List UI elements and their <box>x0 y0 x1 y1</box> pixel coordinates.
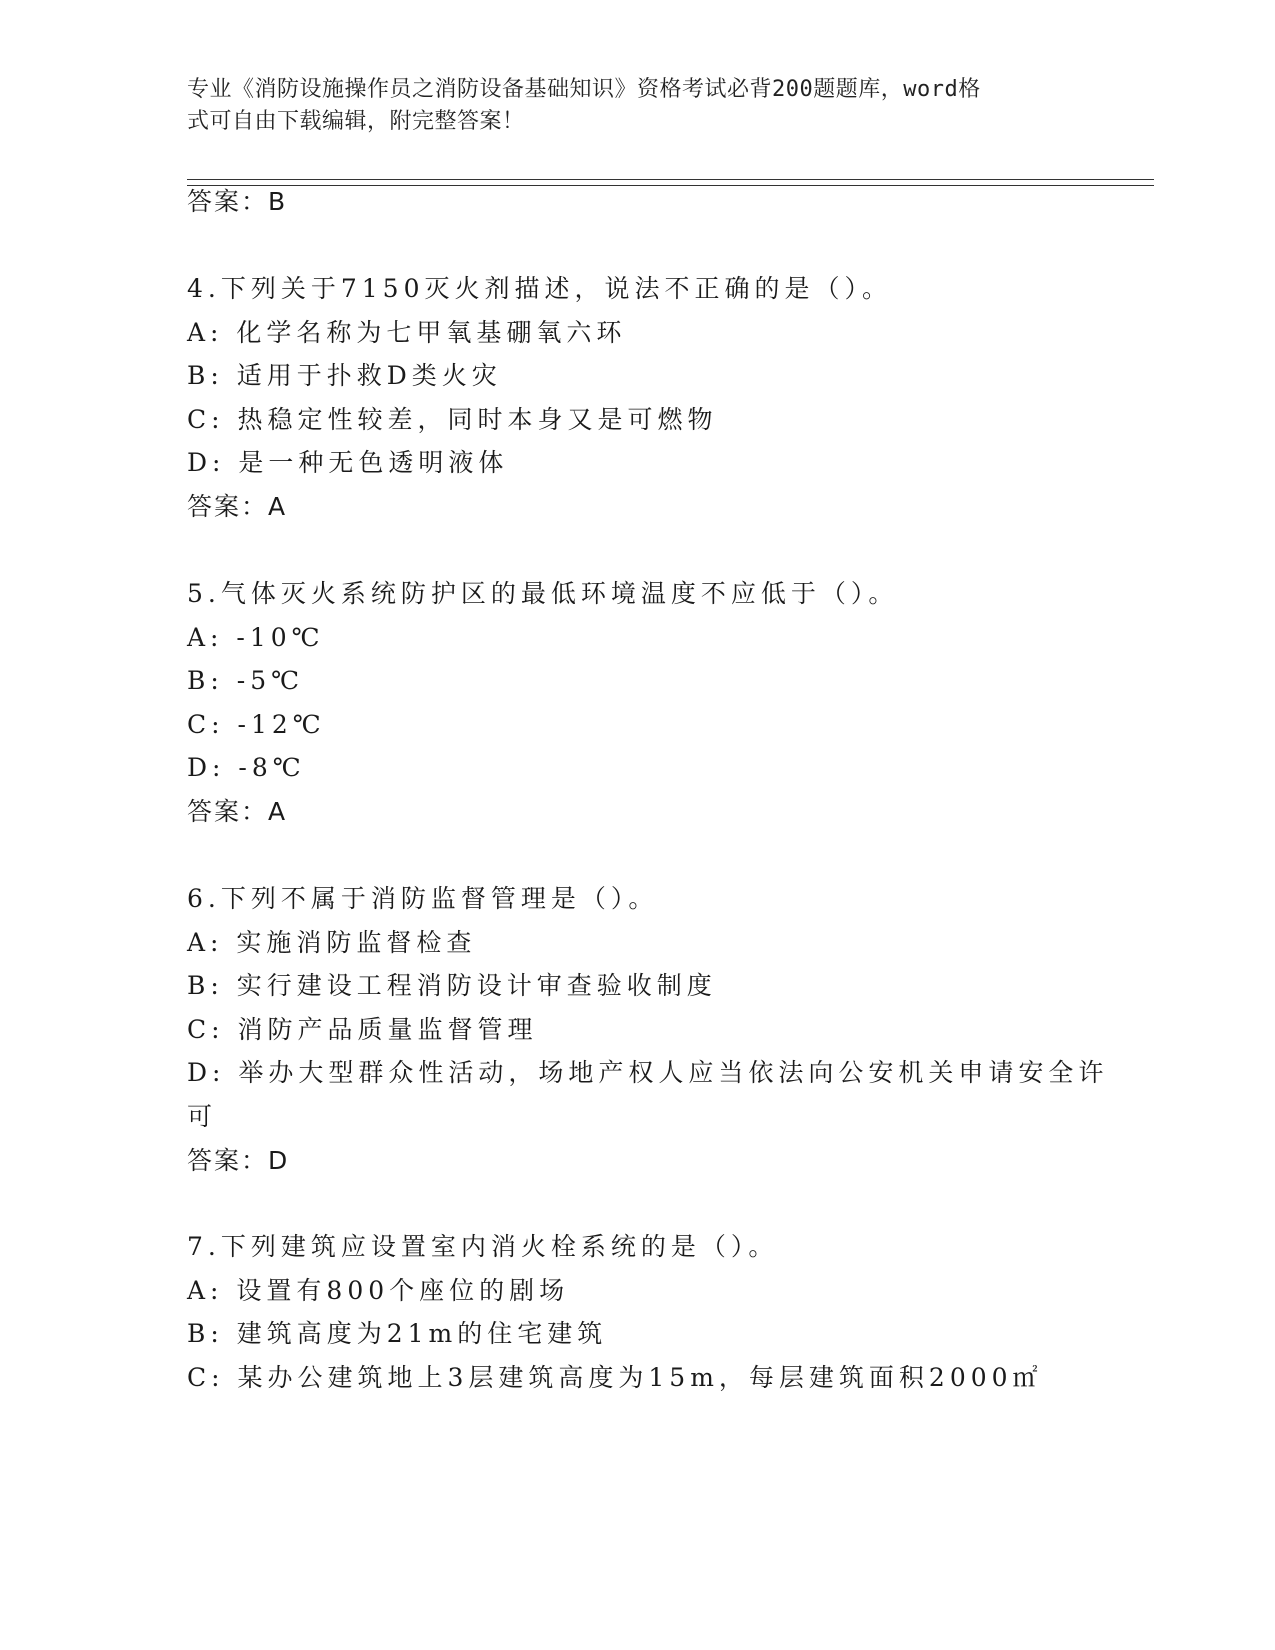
question-6: 6.下列不属于消防监督管理是（）。 <box>187 884 659 913</box>
q4-option-b: B: 适用于扑救D类火灾 <box>187 361 502 390</box>
q5-option-b: B: -5℃ <box>187 666 305 695</box>
answer-q5: 答案：A <box>187 797 288 826</box>
answer-q6: 答案：D <box>187 1146 290 1175</box>
question-4: 4.下列关于7150灭火剂描述，说法不正确的是（）。 <box>187 274 892 303</box>
document-header <box>187 74 1067 138</box>
answer-q3: 答案：B <box>187 187 288 216</box>
question-5: 5.气体灭火系统防护区的最低环境温度不应低于（）。 <box>187 579 899 608</box>
q6-option-a: A: 实施消防监督检查 <box>187 928 477 957</box>
q7-option-a: A: 设置有800个座位的剧场 <box>187 1276 570 1305</box>
q5-option-d: D: -8℃ <box>187 753 306 782</box>
q7-option-b: B: 建筑高度为21m的住宅建筑 <box>187 1319 608 1348</box>
answer-q4: 答案：A <box>187 492 288 521</box>
q4-option-d: D: 是一种无色透明液体 <box>187 448 509 477</box>
q6-option-d: D: 举办大型群众性活动，场地产权人应当依法向公安机关申请安全许 <box>187 1058 1109 1087</box>
q4-option-c: C: 热稳定性较差，同时本身又是可燃物 <box>187 405 718 434</box>
q6-option-d-continued: 可 <box>187 1102 218 1131</box>
header-divider-bottom <box>187 185 1154 186</box>
q6-option-b: B: 实行建设工程消防设计审查验收制度 <box>187 971 717 1000</box>
q6-option-c: C: 消防产品质量监督管理 <box>187 1015 538 1044</box>
header-line-2: 式可自由下载编辑，附完整答案！ <box>187 109 525 134</box>
header-divider-top <box>187 179 1154 180</box>
header-line-1: 专业《消防设施操作员之消防设备基础知识》资格考试必背200题题库，word格 <box>187 77 981 102</box>
q7-option-c: C: 某办公建筑地上3层建筑高度为15m，每层建筑面积2000㎡ <box>187 1363 1043 1392</box>
q4-option-a: A: 化学名称为七甲氧基硼氧六环 <box>187 318 627 347</box>
question-7: 7.下列建筑应设置室内消火栓系统的是（）。 <box>187 1232 779 1261</box>
q5-option-c: C: -12℃ <box>187 710 326 739</box>
q5-option-a: A: -10℃ <box>187 623 325 652</box>
